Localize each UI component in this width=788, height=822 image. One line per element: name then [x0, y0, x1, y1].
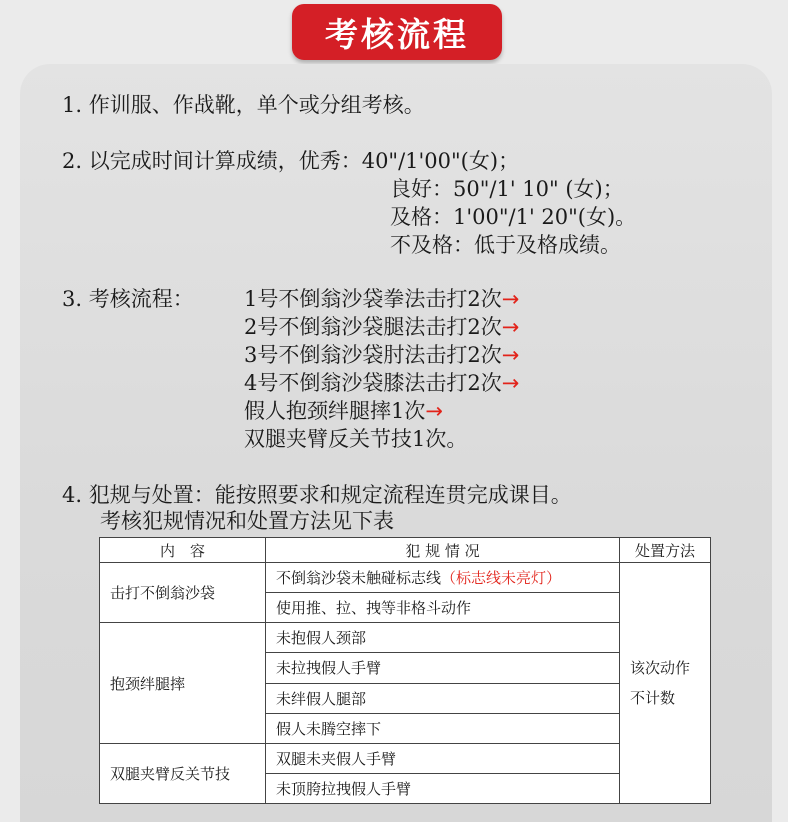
violation-cell: 未抱假人颈部	[266, 623, 620, 653]
table-row	[100, 563, 711, 593]
action-cell	[620, 563, 711, 804]
step-2: 2号不倒翁沙袋腿法击打2次→	[244, 315, 520, 339]
violation-cell: 未顶胯拉拽假人手臂	[266, 773, 620, 803]
step-1: 1号不倒翁沙袋拳法击打2次→	[244, 287, 520, 311]
step-3: 3号不倒翁沙袋肘法击打2次→	[244, 343, 520, 367]
action-text-1: 该次动作	[630, 659, 691, 678]
item-4: 4. 犯规与处置：能按照要求和规定流程连贯完成课目。	[62, 483, 572, 507]
item-2-good: 良好：50"/1' 10" (女)；	[390, 177, 624, 201]
step-5: 假人抱颈绊腿摔1次→	[244, 399, 443, 423]
table-row	[100, 623, 711, 653]
violation-table	[99, 537, 711, 804]
item-2-pass: 及格：1'00"/1' 20"(女)。	[390, 205, 637, 229]
table-row	[100, 743, 711, 773]
item-1: 1. 作训服、作战靴，单个或分组考核。	[62, 93, 425, 117]
content-cell: 抱颈绊腿摔	[100, 623, 266, 743]
arrow-icon: →	[501, 343, 520, 367]
item-2-excellent: 2. 以完成时间计算成绩，优秀：40"/1'00"(女)；	[62, 149, 520, 173]
action-text-2: 不计数	[630, 689, 676, 708]
violation-cell: 使用推、拉、拽等非格斗动作	[266, 593, 620, 623]
violation-cell: 未拉拽假人手臂	[266, 653, 620, 683]
arrow-icon: →	[501, 315, 520, 339]
note-text: （标志线未亮灯）	[441, 569, 562, 588]
violation-cell: 假人未腾空摔下	[266, 713, 620, 743]
content-cell: 击打不倒翁沙袋	[100, 563, 266, 623]
arrow-icon: →	[501, 287, 520, 311]
step-6: 双腿夹臂反关节技1次。	[244, 427, 468, 451]
item-4-sub: 考核犯规情况和处置方法见下表	[100, 509, 394, 533]
violation-cell: 双腿未夹假人手臂	[266, 743, 620, 773]
arrow-icon: →	[425, 399, 443, 423]
table-header: 内 容	[100, 538, 266, 563]
item-3-label: 3. 考核流程：	[62, 287, 194, 311]
content-cell: 双腿夹臂反关节技	[100, 743, 266, 803]
violation-cell: 不倒翁沙袋未触碰标志线（标志线未亮灯）	[266, 563, 620, 593]
table-header: 犯 规 情 况	[266, 538, 620, 563]
item-2-fail: 不及格：低于及格成绩。	[390, 233, 621, 257]
violation-cell: 未绊假人腿部	[266, 683, 620, 713]
page-title: 考核流程	[292, 4, 502, 60]
table-header: 处置方法	[620, 538, 711, 563]
arrow-icon: →	[501, 371, 520, 395]
step-4: 4号不倒翁沙袋膝法击打2次→	[244, 371, 520, 395]
